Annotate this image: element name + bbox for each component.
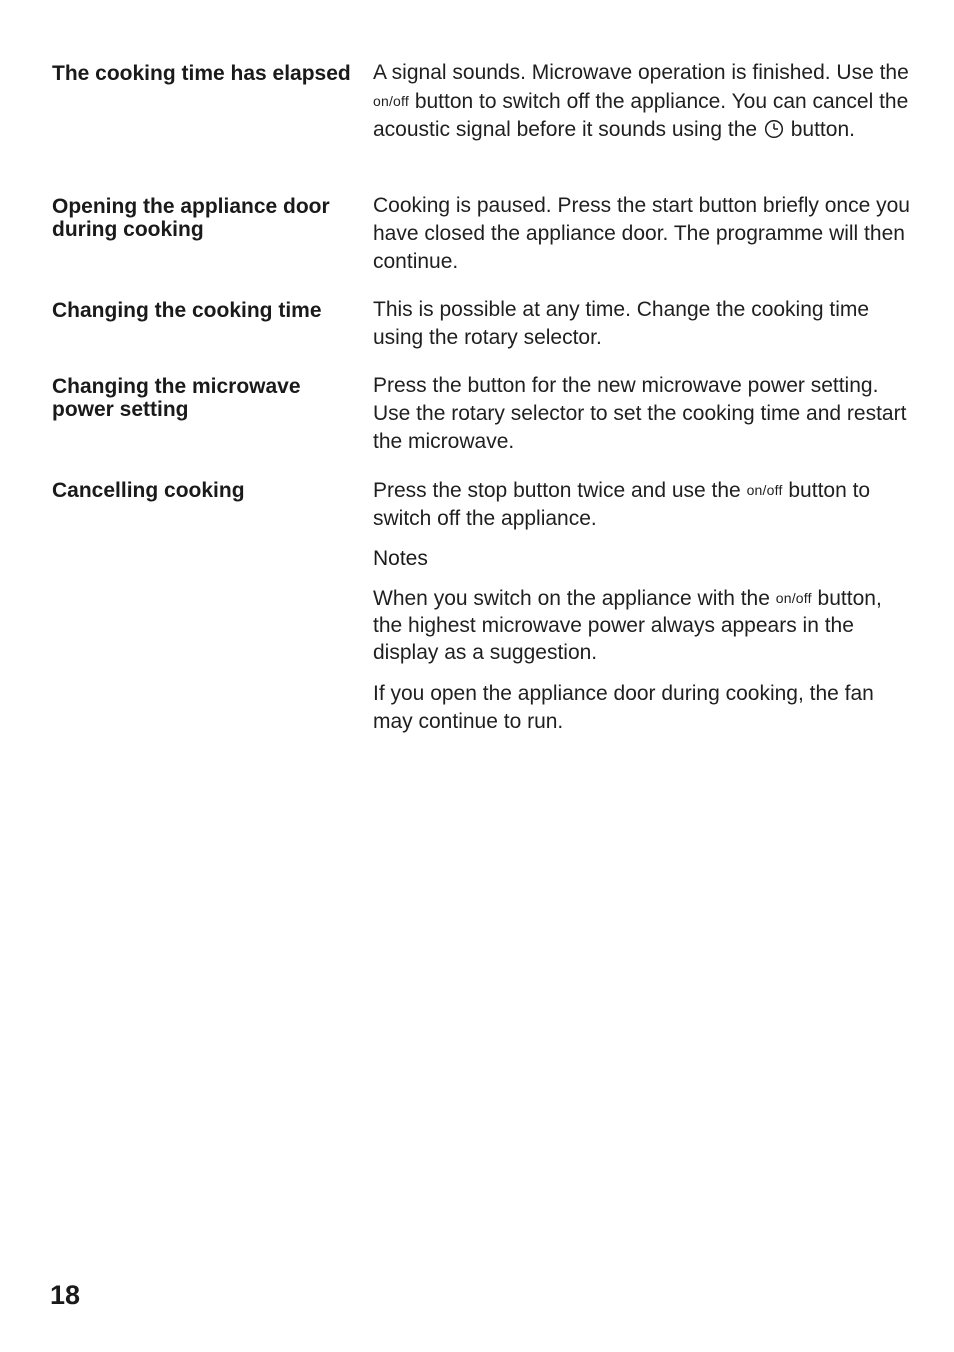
row-label-cancelling-cooking: Cancelling cooking (52, 479, 245, 502)
on-off-key-label: on/off (775, 590, 812, 606)
desc-text: button to switch off the appliance. You can cancel the acoustic signal before it sounds using the (373, 90, 909, 141)
row-desc-changing-cooking-time: This is possible at any time. Change the cooking time using the rotary selector. (373, 298, 870, 349)
desc-text: A signal sounds. Microwave operation is finished. Use the (373, 61, 909, 84)
row-desc-opening-door: Cooking is paused. Press the start button briefly once you have closed the appliance door. The programme will then continue. (373, 194, 910, 273)
clock-icon (764, 119, 784, 139)
row-desc-cooking-time-elapsed (373, 59, 913, 144)
row-desc-cancelling-cooking (373, 476, 913, 533)
note-text: button, the highest microwave power always appears in the display as a suggestion. (373, 587, 882, 664)
desc-text: button. (784, 118, 855, 141)
row-desc-changing-power: Press the button for the new microwave power setting. Use the rotary selector to set the cooking time and restart the microwave. (373, 374, 907, 453)
row-label-opening-door: Opening the appliance door during cooking (52, 195, 330, 241)
row-label-changing-power: Changing the microwave power setting (52, 375, 301, 421)
note-1 (373, 585, 913, 666)
note-text: When you switch on the appliance with the (373, 587, 776, 610)
desc-text: Press the stop button twice and use the (373, 479, 747, 502)
note-2: If you open the appliance door during cooking, the fan may continue to run. (373, 682, 874, 733)
page-number: 18 (50, 1280, 81, 1310)
notes-heading: Notes (373, 547, 428, 570)
row-label-cooking-time-elapsed: The cooking time has elapsed (52, 62, 351, 85)
on-off-key-label: on/off (373, 93, 409, 109)
row-label-changing-cooking-time: Changing the cooking time (52, 299, 322, 322)
desc-text: button to switch off the appliance. (373, 479, 871, 530)
on-off-key-label: on/off (746, 482, 783, 498)
